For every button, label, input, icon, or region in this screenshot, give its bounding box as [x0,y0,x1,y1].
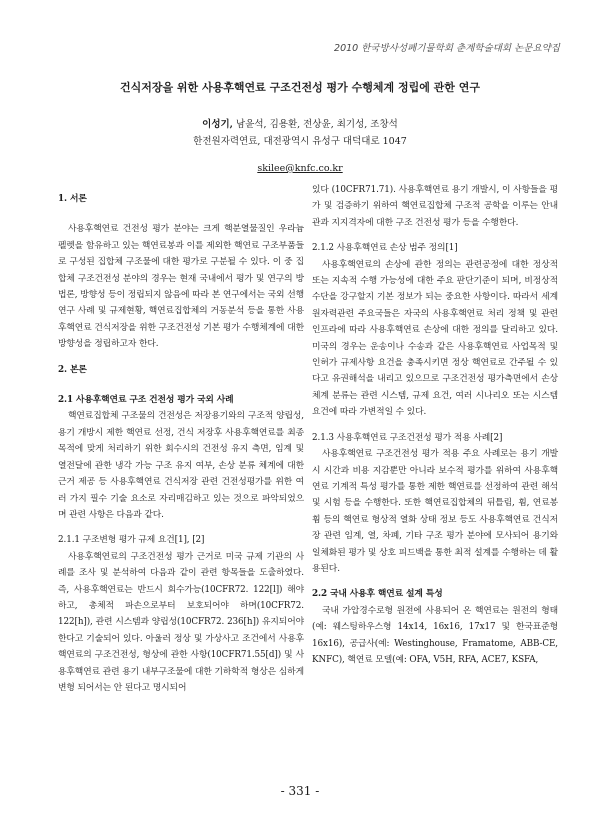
running-header: 2010 한국방사성폐기물학회 춘계학술대회 논문요약집 [334,43,560,54]
subsection-heading: 2.1.1 구조변형 평가 규제 요건[1], [2] [58,535,205,546]
lead-author: 이성기, [202,119,233,130]
right-column [312,182,558,668]
section-heading: 1. 서론 [58,194,87,204]
body-paragraph: 사용후핵연료 구조건전성 평가 적용 주요 사례로는 용기 개발시 시간과 비용 지감뿐만 아니라 보수적 평가를 위하여 사용후핵연료 기계적 특성 평가를 통한 제한 핵연료를 선정하여 관련 해석 및 시험 등을 수행한다. 또한 핵연료집합체의 뒤틀림, 휨, 연료봉 휨 등의 핵연료 형상적 열화 상태 정보 등도 사용후핵연료 건식저장 관련 임계, 열, 차폐, 기타 구조 평가 분야에 모사되어 용기와 일체화된 평가 및 상호 피드백을 통한 최적 설계를 수행하는 데 활용된다. [312,449,558,574]
paper-title: 건식저장을 위한 사용후핵연료 구조건전성 평가 수행체계 정립에 관한 연구 [119,81,481,94]
body-paragraph: 사용후핵연료의 손상에 관한 정의는 관련공정에 대한 정상적 또는 지속적 수행 가능성에 대한 주요 판단기준이 되며, 비정상적 수단을 강구할지 기본 정보가 되는 중요한 사항이다. 따라서 세계 원자력관련 주요국들은 자국의 사용후핵연료 처리 정책 및 관련 인프라에 따라 사용후핵연료 손상에 대한 정의를 달리하고 있다. 미국의 경우는 운송이나 수송과 같은 사용후핵연료 사업목적 및 인허가 규제사항 요건을 충족시키면 정상 핵연료로 간주될 수 있다고 유권해석을 내리고 있으므로 구조건전성 평가측면에서 손상 체계 분류는 관련 시스템, 규제 요건, 여러 시나리오 또는 시스템 요건에 따라 가변적일 수 있다. [312,259,558,418]
author-email[interactable]: skilee@knfc.co.kr [257,163,343,174]
left-column [58,182,304,696]
body-paragraph: 사용후핵연료 건전성 평가 분야는 크게 핵분열물질인 우라늄 펠렛을 함유하고 있는 핵연료봉과 이를 제외한 핵연료 구조부품들로 구성된 집합체 구조물에 대한 평가로 구분될 수 있다. 이 중 집합체 구조건전성 분야의 경우는 현재 국내에서 평가 및 연구의 방법론, 방향성 등이 정립되지 않음에 따라 본 연구에서는 국외 선행 연구 사례 및 규제현황, 핵연료집합체의 거동분석 등을 통한 사용후핵연료 건식저장을 위한 구조건전성 기본 평가 수행체계에 대한 방향성을 정립하고자 한다. [58,224,304,350]
subsection-heading: 2.1.2 사용후핵연료 손상 범주 정의[1] [312,243,458,254]
section-heading: 2. 본론 [58,364,87,375]
author-list [0,116,600,133]
body-paragraph: 사용후핵연료의 구조건전성 평가 근거로 미국 규제 기관의 사례를 조사 및 분석하여 다음과 같이 관련 항목들을 도출하였다. 즉, 사용후핵연료는 반드시 회수가능(10CFR72. 122[l]) 해야 하고, 총체적 파손으로부터 보호되어야 하며(10CFR72. 122[h]), 관련 시스템과 양립성(10CFR72. 236[h]) 유지되어야 한다고 기술되어 있다. 아울러 정상 및 가상사고 조건에서 사용후핵연료의 구조건전성, 형상에 관한 사항(10CFR71.55[d]) 및 사용후핵연료 관련 용기 내부구조물에 대한 기하학적 형상은 심하게 변형 되어서는 안 된다고 명시되어 [58,551,304,693]
affiliation: 한전원자력연료, 대전광역시 유성구 대덕대로 1047 [193,136,407,147]
coauthors: 남윤석, 김용환, 전상윤, 최기성, 조창석 [233,119,398,130]
subsection-heading: 2.1.3 사용후핵연료 구조건전성 평가 적용 사례[2] [312,432,503,443]
author-block [0,116,600,177]
subsection-heading: 2.2 국내 사용후 핵연료 설계 특성 [312,589,443,600]
subsection-heading: 2.1 사용후핵연료 구조 건전성 평가 국외 사례 [58,395,234,406]
body-paragraph: 핵연료집합체 구조물의 건전성은 저장용기와의 구조적 양립성, 용기 개방시 제한 핵연료 선정, 건식 저장후 사용후핵연료를 최종 목적에 맞게 처리하기 위한 회수시의 건전성 유지 측면, 임계 및 열전달에 관한 냉각 가능 구조 유지 여부, 손상 분류 체계에 대한 근거 제공 등 사용후핵연료 건식저장 관련 건전성평가를 위한 여러 가지 필수 기술 요소로 자리매김하고 있는 것으로 파악되었으며 관련 사항은 다음과 같다. [58,411,304,520]
page-number: - 331 - [280,784,320,798]
body-paragraph: 있다 (10CFR71.71). 사용후핵연료 용기 개발시, 이 사항들을 평가 및 검증하기 위하여 핵연료집합체 구조적 공학을 이루는 안내관과 지지격자에 대한 구조 건전성 평가 등을 수행한다. [312,185,558,228]
body-paragraph: 국내 가압경수로형 원전에 사용되어 온 핵연료는 원전의 형태(예: 웨스팅하우스형 14x14, 16x16, 17x17 및 한국표준형 16x16), 공급사(예: Westinghouse, Framatome, ABB-CE, KNFC), 핵연료 모델(예: OFA, V5H, RFA, ACE7, KSFA, [312,605,558,665]
